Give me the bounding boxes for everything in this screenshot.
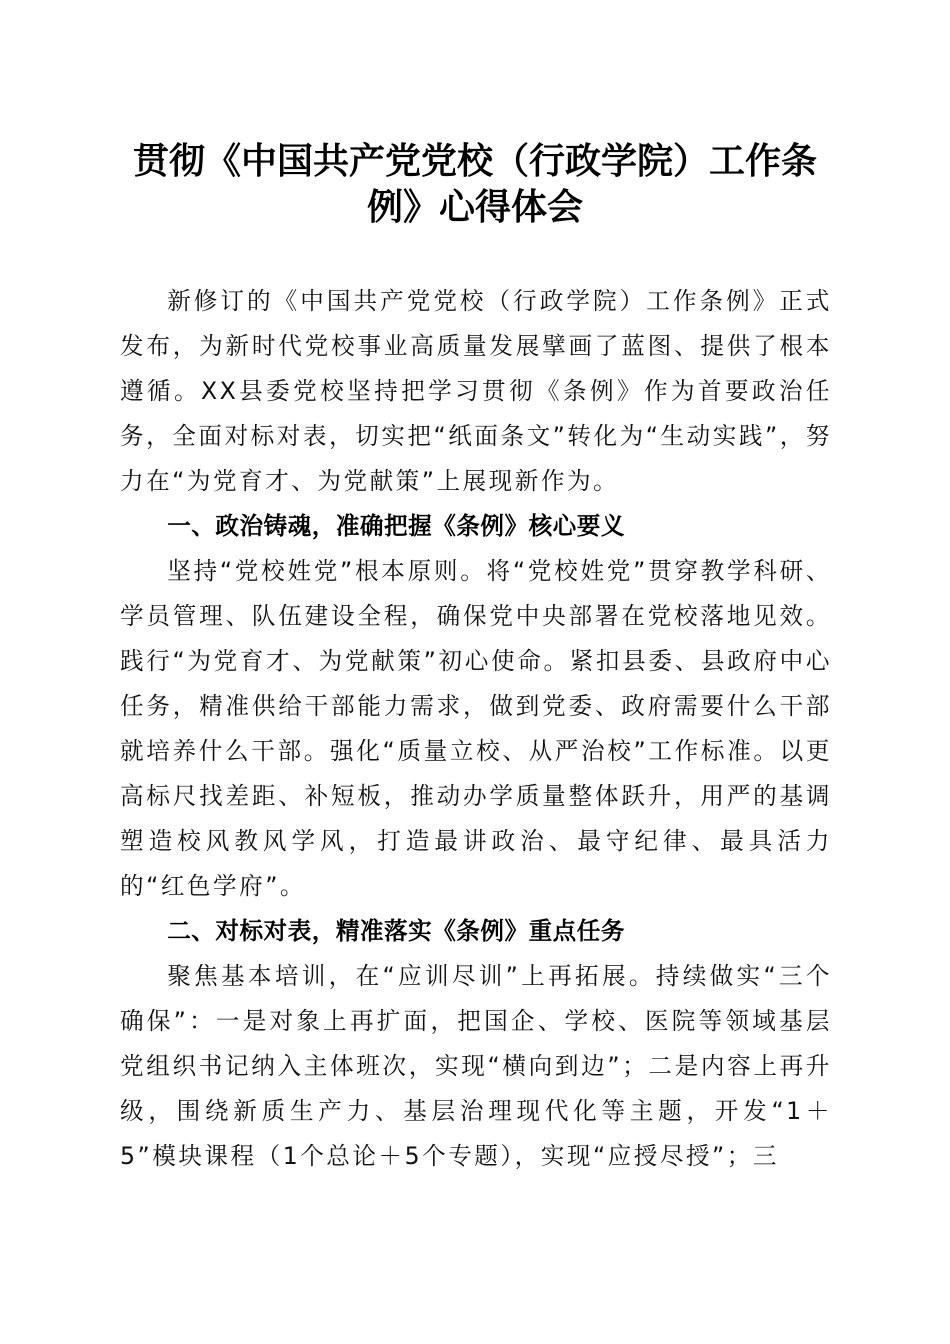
- section-2-paragraph: 聚焦基本培训，在“应训尽训”上再拓展。持续做实“三个确保”：一是对象上再扩面，把国企、学校、医院等领域基层党组织书记纳入主体班次，实现“横向到边”；二是内容上再升级，围绕新质生产力、基层治理现代化等主题，开发“1＋5”模块课程（1个总论＋5个专题），实现“应授尽授”；三: [120, 962, 832, 1170]
- intro-paragraph: 新修订的《中国共产党党校（行政学院）工作条例》正式发布，为新时代党校事业高质量发展擘画了蓝图、提供了根本遵循。XX县委党校坚持把学习贯彻《条例》作为首要政治任务，全面对标对表，切实把“纸面条文”转化为“生动实践”，努力在“为党育才、为党献策”上展现新作为。: [120, 287, 832, 495]
- document-title: 贯彻《中国共产党党校（行政学院）工作条例》心得体会: [132, 140, 817, 228]
- section-heading-1: 一、政治铸魂，准确把握《条例》核心要义: [167, 512, 625, 540]
- section-heading-2: 二、对标对表，精准落实《条例》重点任务: [167, 917, 625, 945]
- section-1-paragraph: 坚持“党校姓党”根本原则。将“党校姓党”贯穿教学科研、学员管理、队伍建设全程，确保党中央部署在党校落地见效。践行“为党育才、为党献策”初心使命。紧扣县委、县政府中心任务，精准供给干部能力需求，做到党委、政府需要什么干部就培养什么干部。强化“质量立校、从严治校”工作标准。以更高标尺找差距、补短板，推动办学质量整体跃升，用严的基调塑造校风教风学风，打造最讲政治、最守纪律、最具活力的“红色学府”。: [120, 557, 832, 900]
- document-body: [120, 279, 832, 1179]
